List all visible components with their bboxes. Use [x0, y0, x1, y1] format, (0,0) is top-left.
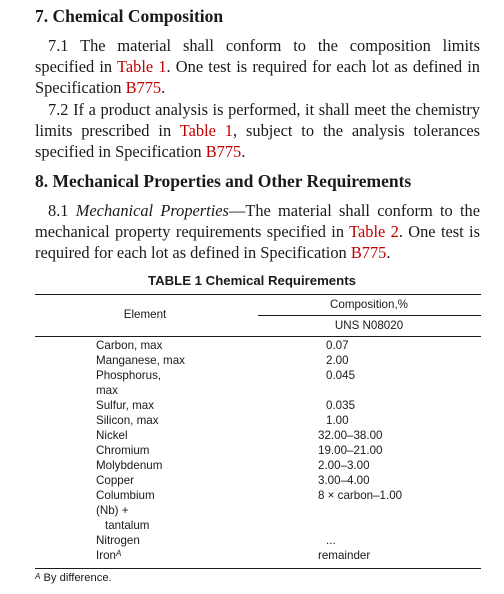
value-cell: 1.00 — [326, 414, 349, 427]
table-header-rule — [35, 336, 481, 337]
table-top-rule — [35, 294, 481, 295]
paragraph-7-1-text-a: 7.1 The material shall conform to the composition limits specified in — [35, 36, 480, 76]
element-cell: Chromium — [96, 444, 150, 457]
paragraph-7-1-text-c: . — [161, 78, 166, 97]
paragraph-8-1-lead: 8.1 — [48, 201, 76, 220]
table-1-link[interactable]: Table 1 — [116, 57, 167, 76]
paragraph-7-2-text-a: 7.2 If a product analysis is performed, it shall meet the chemistry limits prescribed in — [35, 100, 480, 140]
b775-link[interactable]: B775 — [205, 142, 242, 161]
element-cell: (Nb) + — [96, 504, 129, 517]
table-1-link[interactable]: Table 1 — [179, 121, 233, 140]
composition-column-header: Composition,% — [330, 298, 408, 311]
paragraph-7-1 — [35, 35, 480, 98]
value-cell: 8 × carbon–1.00 — [318, 489, 403, 502]
value-cell: 3.00–4.00 — [318, 474, 370, 487]
value-cell: 19.00–21.00 — [318, 444, 383, 457]
table-footnote — [35, 571, 112, 586]
element-footnote-marker: A — [115, 549, 122, 558]
value-cell: remainder — [318, 549, 371, 562]
element-cell: Copper — [96, 474, 135, 487]
element-cell: Nickel — [96, 429, 128, 442]
paragraph-8-1-text-b: . One test is required for each lot as defined in Specification — [35, 222, 480, 262]
paragraph-8-1 — [35, 200, 480, 263]
paragraph-7-2-text-b: , subject to the analysis tolerances specified in Specification — [35, 121, 480, 161]
value-cell: ... — [326, 534, 336, 547]
uns-column-header: UNS N08020 — [334, 319, 404, 332]
b775-link[interactable]: B775 — [350, 243, 387, 262]
composition-header-rule — [258, 315, 481, 316]
footnote-text: By difference. — [40, 572, 112, 584]
element-cell: Iron$^A$ — [96, 549, 122, 562]
paragraph-8-1-text-c: . — [386, 243, 391, 262]
paragraph-8-1-italic: Mechanical Properties — [75, 201, 229, 220]
element-cell: Carbon, max — [96, 339, 163, 352]
element-cell: Phosphorus, — [96, 369, 162, 382]
element-cell: Silicon, max — [96, 414, 159, 427]
value-cell: 2.00 — [326, 354, 349, 367]
element-cell: max — [96, 384, 118, 397]
element-cell: tantalum — [105, 519, 150, 532]
b775-link[interactable]: B775 — [125, 78, 162, 97]
table-bottom-rule — [35, 568, 481, 569]
value-cell: 0.045 — [326, 369, 356, 382]
element-cell: Manganese, max — [96, 354, 185, 367]
section-7-heading: 7. Chemical Composition — [35, 6, 224, 26]
paragraph-7-2 — [35, 99, 480, 162]
element-cell: Columbium — [96, 489, 155, 502]
element-cell: Molybdenum — [96, 459, 163, 472]
value-cell: 0.035 — [326, 399, 356, 412]
element-cell: Nitrogen — [96, 534, 140, 547]
paragraph-7-1-text-b: . One test is required for each lot as defined in Specification — [35, 57, 481, 97]
paragraph-8-1-text-a: —The material shall conform to the mechanical property requirements specified in — [35, 201, 480, 241]
footnote-marker: A — [35, 572, 41, 581]
element-column-header: Element — [123, 308, 167, 321]
value-cell: 32.00–38.00 — [318, 429, 383, 442]
value-cell: 0.07 — [326, 339, 349, 352]
element-cell: Sulfur, max — [96, 399, 154, 412]
section-8-heading: 8. Mechanical Properties and Other Requirements — [35, 171, 412, 191]
table-2-link[interactable]: Table 2 — [349, 222, 399, 241]
paragraph-7-2-text-c: . — [241, 142, 246, 161]
table-1-title: TABLE 1 Chemical Requirements — [148, 273, 356, 288]
value-cell: 2.00–3.00 — [318, 459, 370, 472]
